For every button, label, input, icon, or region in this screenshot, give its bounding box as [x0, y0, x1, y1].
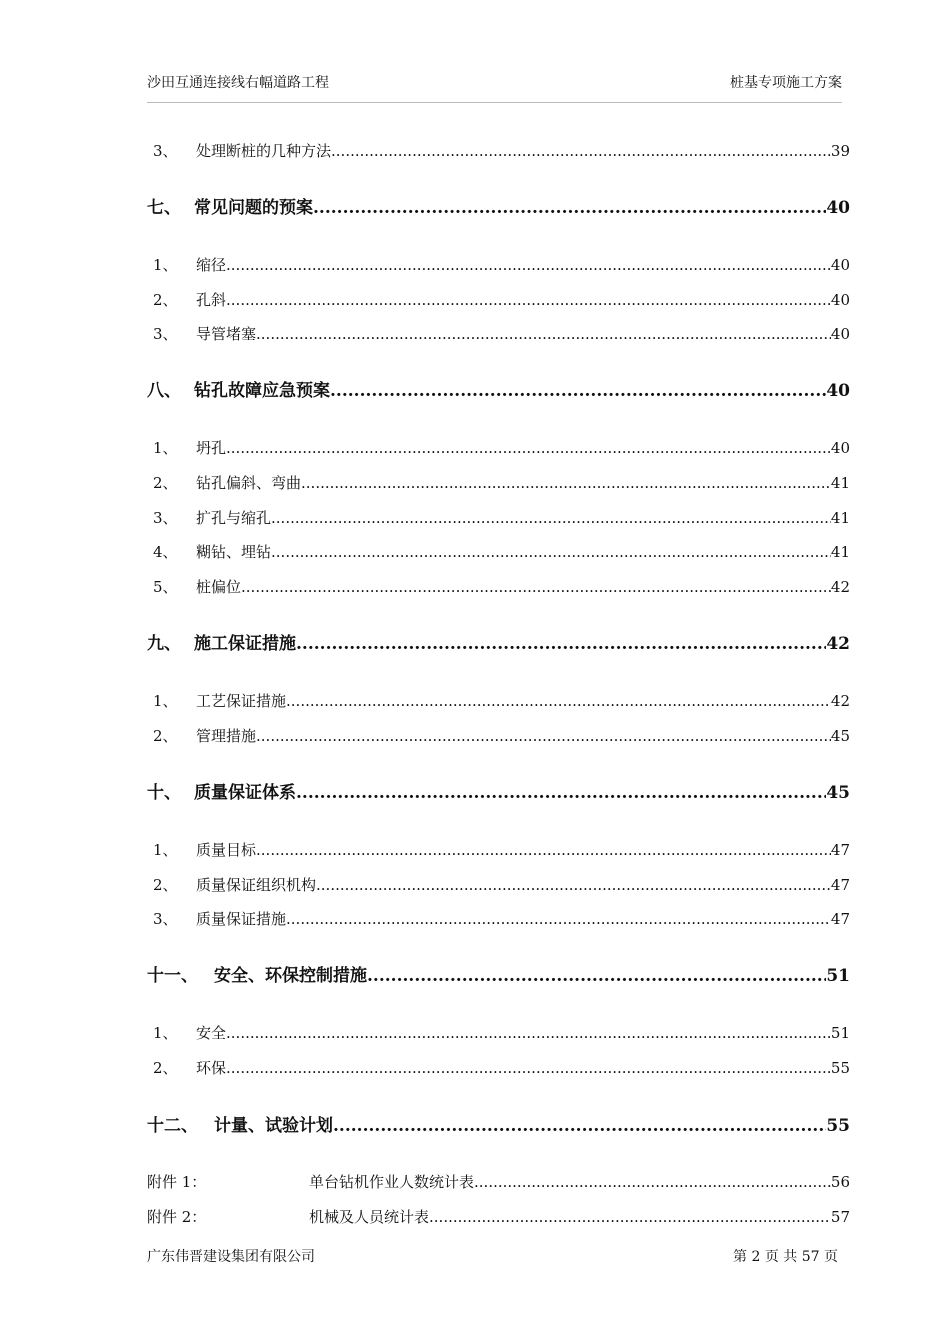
toc-leader-dots — [331, 141, 831, 161]
toc-appendix-page: 57 — [830, 1208, 850, 1226]
page-footer — [147, 1246, 838, 1266]
toc-entry-title: 质量保证措施 — [196, 910, 287, 928]
toc-entry[interactable] — [147, 538, 850, 562]
toc-entry-number: 1、 — [153, 256, 178, 274]
toc-leader-dots — [429, 1207, 831, 1227]
toc-entry-number: 1、 — [153, 439, 178, 457]
toc-entry[interactable] — [147, 871, 850, 895]
toc-entry-page: 55 — [830, 1059, 850, 1077]
toc-entry-title: 钻孔偏斜、弯曲 — [196, 474, 302, 492]
toc-leader-dots — [296, 634, 826, 654]
toc-leader-dots — [286, 909, 831, 929]
toc-entry-title: 管理措施 — [196, 727, 257, 745]
toc-appendix[interactable] — [147, 1203, 850, 1227]
toc-appendix[interactable] — [147, 1168, 850, 1192]
toc-entry-page: 47 — [830, 876, 850, 894]
toc-leader-dots — [301, 473, 831, 493]
toc-appendix-title: 单台钻机作业人数统计表 — [309, 1173, 475, 1191]
footer-page-indicator: 第 2 页 共 57 页 — [733, 1249, 838, 1265]
toc-section-page: 40 — [826, 381, 850, 401]
toc-entry[interactable] — [147, 137, 850, 161]
toc-section-title: 常见问题的预案 — [194, 198, 313, 218]
toc-entry[interactable] — [147, 687, 850, 711]
toc-entry-number: 2、 — [153, 291, 178, 309]
toc-entry[interactable] — [147, 573, 850, 597]
toc-entry-title: 桩偏位 — [196, 578, 242, 596]
toc-entry[interactable] — [147, 286, 850, 310]
toc-entry-number: 5、 — [153, 578, 178, 596]
toc-entry[interactable] — [147, 836, 850, 860]
toc-entry-title: 坍孔 — [196, 439, 227, 457]
header-divider — [147, 102, 842, 103]
toc-entry-title: 质量保证组织机构 — [196, 876, 317, 894]
toc-appendix-number: 附件 1： — [147, 1173, 207, 1191]
toc-appendix-title: 机械及人员统计表 — [309, 1208, 430, 1226]
toc-entry-page: 42 — [830, 692, 850, 710]
toc-entry-number: 2、 — [153, 474, 178, 492]
toc-section-title: 钻孔故障应急预案 — [194, 381, 330, 401]
toc-entry-title: 导管堵塞 — [196, 325, 257, 343]
toc-entry-title: 扩孔与缩孔 — [196, 509, 272, 527]
toc-entry-title: 处理断桩的几种方法 — [196, 142, 332, 160]
toc-section-number: 十二、 — [147, 1116, 198, 1136]
toc-entry-number: 3、 — [153, 325, 178, 343]
toc-entry-page: 47 — [830, 841, 850, 859]
toc-leader-dots — [256, 324, 831, 344]
toc-entry-number: 3、 — [153, 142, 178, 160]
toc-section-number: 八、 — [147, 381, 181, 401]
toc-leader-dots — [271, 542, 831, 562]
toc-entry[interactable] — [147, 434, 850, 458]
toc-leader-dots — [226, 1023, 831, 1043]
toc-entry[interactable] — [147, 1019, 850, 1043]
toc-section-number: 九、 — [147, 634, 181, 654]
toc-entry-title: 糊钻、埋钻 — [196, 543, 272, 561]
toc-entry[interactable] — [147, 469, 850, 493]
toc-entry-page: 39 — [830, 142, 850, 160]
toc-entry-number: 3、 — [153, 910, 178, 928]
toc-section-page: 51 — [826, 966, 850, 986]
toc-section-page: 45 — [826, 783, 850, 803]
toc-entry-page: 40 — [830, 256, 850, 274]
toc-leader-dots — [330, 381, 826, 401]
toc-entry-page: 51 — [830, 1024, 850, 1042]
toc-leader-dots — [367, 966, 826, 986]
toc-entry-number: 2、 — [153, 727, 178, 745]
toc-leader-dots — [271, 508, 831, 528]
toc-section-page: 55 — [826, 1116, 850, 1136]
toc-entry-number: 4、 — [153, 543, 178, 561]
toc-section-number: 十一、 — [147, 966, 198, 986]
toc-leader-dots — [226, 1058, 831, 1078]
toc-leader-dots — [316, 875, 831, 895]
toc-entry[interactable] — [147, 1054, 850, 1078]
toc-leader-dots — [313, 198, 826, 218]
toc-entry-page: 42 — [830, 578, 850, 596]
toc-section[interactable] — [147, 194, 850, 218]
toc-leader-dots — [256, 840, 831, 860]
toc-entry-title: 缩径 — [196, 256, 227, 274]
toc-section[interactable] — [147, 779, 850, 803]
toc-section-title: 质量保证体系 — [194, 783, 296, 803]
toc-entry[interactable] — [147, 320, 850, 344]
toc-entry-number: 2、 — [153, 876, 178, 894]
toc-section-number: 七、 — [147, 198, 181, 218]
toc-entry[interactable] — [147, 504, 850, 528]
toc-leader-dots — [226, 438, 831, 458]
toc-entry-page: 40 — [830, 439, 850, 457]
toc-entry-number: 3、 — [153, 509, 178, 527]
toc-section-title: 施工保证措施 — [194, 634, 296, 654]
toc-entry[interactable] — [147, 905, 850, 929]
toc-entry-title: 环保 — [196, 1059, 227, 1077]
toc-section-number: 十、 — [147, 783, 181, 803]
toc-entry-page: 45 — [830, 727, 850, 745]
toc-leader-dots — [474, 1172, 831, 1192]
toc-entry-number: 1、 — [153, 692, 178, 710]
toc-section-page: 40 — [826, 198, 850, 218]
footer-company-name: 广东伟晋建设集团有限公司 — [147, 1249, 315, 1265]
toc-leader-dots — [296, 783, 826, 803]
toc-leader-dots — [226, 290, 831, 310]
toc-entry-page: 41 — [830, 543, 850, 561]
toc-appendix-number: 附件 2： — [147, 1208, 207, 1226]
toc-entry-page: 47 — [830, 910, 850, 928]
header-document-title: 桩基专项施工方案 — [730, 75, 842, 91]
toc-leader-dots — [226, 255, 831, 275]
toc-entry-number: 2、 — [153, 1059, 178, 1077]
page-header — [147, 72, 842, 94]
toc-entry-page: 40 — [830, 291, 850, 309]
toc-leader-dots — [286, 691, 831, 711]
toc-entry-title: 安全 — [196, 1024, 227, 1042]
toc-entry-page: 41 — [830, 474, 850, 492]
toc-entry-page: 41 — [830, 509, 850, 527]
toc-section[interactable] — [147, 1112, 850, 1136]
toc-section-title: 计量、试验计划 — [214, 1116, 333, 1136]
toc-entry-page: 40 — [830, 325, 850, 343]
toc-entry-number: 1、 — [153, 841, 178, 859]
toc-section[interactable] — [147, 962, 850, 986]
toc-leader-dots — [256, 726, 831, 746]
toc-section-title: 安全、环保控制措施 — [214, 966, 367, 986]
toc-entry[interactable] — [147, 722, 850, 746]
toc-leader-dots — [333, 1116, 826, 1136]
toc-entry-title: 孔斜 — [196, 291, 227, 309]
header-project-name: 沙田互通连接线右幅道路工程 — [147, 75, 329, 91]
toc-entry-title: 质量目标 — [196, 841, 257, 859]
toc-leader-dots — [241, 577, 831, 597]
toc-entry-number: 1、 — [153, 1024, 178, 1042]
toc-section[interactable] — [147, 377, 850, 401]
toc-entry-title: 工艺保证措施 — [196, 692, 287, 710]
toc-appendix-page: 56 — [830, 1173, 850, 1191]
toc-section[interactable] — [147, 630, 850, 654]
toc-section-page: 42 — [826, 634, 850, 654]
toc-entry[interactable] — [147, 251, 850, 275]
